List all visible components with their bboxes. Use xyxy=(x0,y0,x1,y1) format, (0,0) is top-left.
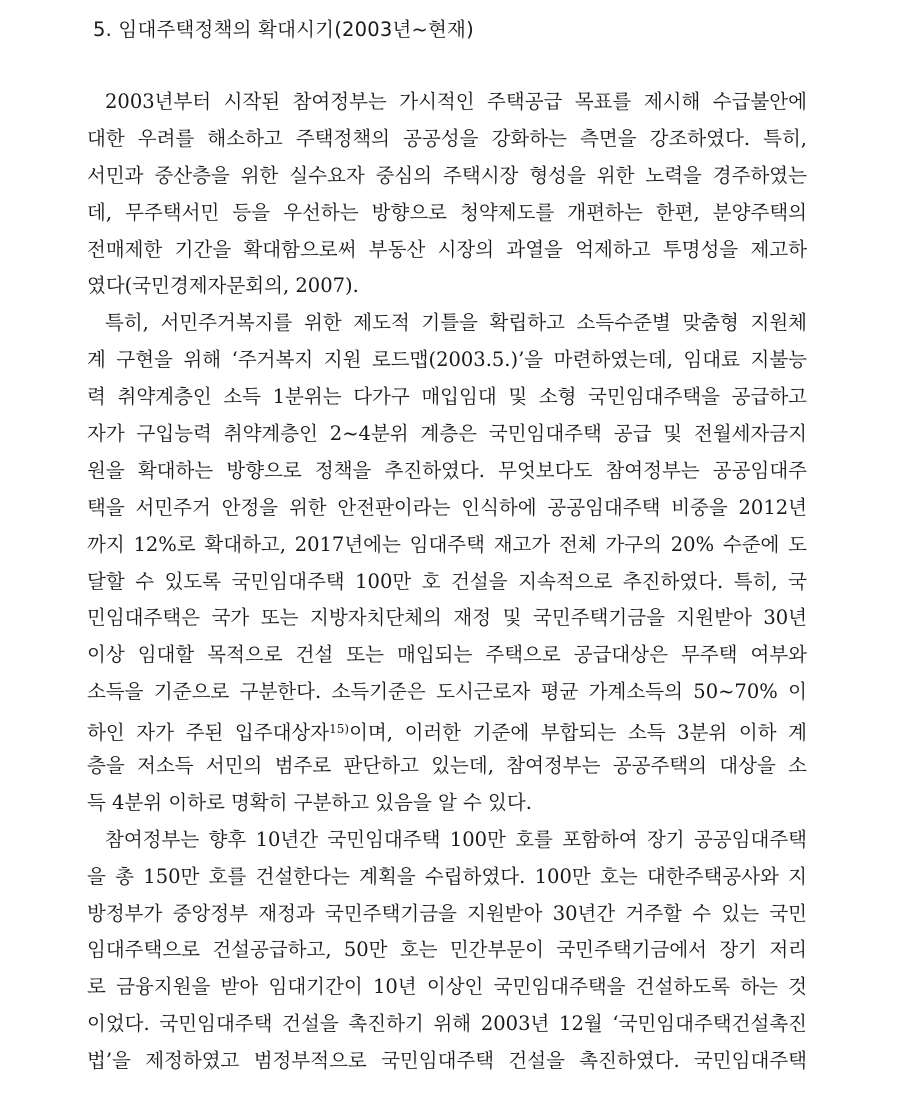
footnote-marker[interactable]: 15) xyxy=(329,722,350,737)
text-line: 2003년부터 시작된 참여정부는 가시적인 주택공급 목표를 제시해 수급불안에 xyxy=(105,90,807,113)
section-heading: 5. 임대주택정책의 확대시기(2003년~현재) xyxy=(93,18,474,41)
text-line: 력 취약계층인 소득 1분위는 다가구 매입임대 및 소형 국민임대주택을 공급하고 xyxy=(87,385,807,409)
body-text xyxy=(87,84,807,1080)
text-line: 대한 우려를 해소하고 주택정책의 공공성을 강화하는 측면을 강조하였다. 특히, xyxy=(87,126,807,150)
text-line: 달할 수 있도록 국민임대주택 100만 호 건설을 지속적으로 추진하였다. 특히, 국 xyxy=(87,569,807,593)
text-line: 법’을 제정하였고 범정부적으로 국민임대주택 건설을 촉진하였다. 국민임대주택 xyxy=(87,1049,807,1073)
text-line: 서민과 중산층을 위한 실수요자 중심의 주택시장 형성을 위한 노력을 경주하였는 xyxy=(87,163,807,187)
text-line: 원을 확대하는 방향으로 정책을 추진하였다. 무엇보다도 참여정부는 공공임대주 xyxy=(87,458,807,482)
footnote-line-before: 하인 자가 주된 입주대상자 xyxy=(87,721,330,745)
text-line: 특히, 서민주거복지를 위한 제도적 기틀을 확립하고 소득수준별 맞춤형 지원체 xyxy=(105,311,807,335)
text-line: 방정부가 중앙정부 재정과 국민주택기금을 지원받아 30년간 거주할 수 있는 국민 xyxy=(87,901,807,925)
text-line: 로 금융지원을 받아 임대기간이 10년 이상인 국민임대주택을 건설하도록 하는 것 xyxy=(87,975,807,999)
text-line: 였다(국민경제자문회의, 2007). xyxy=(87,274,359,298)
text-line: 데, 무주택서민 등을 우선하는 방향으로 청약제도를 개편하는 한편, 분양주택의 xyxy=(87,200,807,224)
text-line: 계 구현을 위해 ‘주거복지 지원 로드맵(2003.5.)’을 마련하였는데, 임대료 지불능 xyxy=(87,348,807,372)
text-line: 전매제한 기간을 확대함으로써 부동산 시장의 과열을 억제하고 투명성을 제고하 xyxy=(87,237,807,261)
footnote-line-after: 이며, 이러한 기준에 부합되는 소득 3분위 이하 계 xyxy=(349,721,807,745)
text-line: 민임대주택은 국가 또는 지방자치단체의 재정 및 국민주택기금을 지원받아 30년 xyxy=(87,606,807,630)
text-line: 자가 구입능력 취약계층인 2~4분위 계층은 국민임대주택 공급 및 전월세자금지 xyxy=(87,422,807,446)
text-line: 택을 서민주거 안정을 위한 안전판이라는 인식하에 공공임대주택 비중을 2012년 xyxy=(87,495,807,519)
text-line: 참여정부는 향후 10년간 국민임대주택 100만 호를 포함하여 장기 공공임대주택 xyxy=(105,827,807,851)
text-line: 소득을 기준으로 구분한다. 소득기준은 도시근로자 평균 가계소득의 50~70% 이 xyxy=(87,680,807,704)
text-line: 까지 12%로 확대하고, 2017년에는 임대주택 재고가 전체 가구의 20% 수준에 도 xyxy=(87,532,807,556)
text-line: 층을 저소득 서민의 범주로 판단하고 있는데, 참여정부는 공공주택의 대상을 소 xyxy=(87,754,807,778)
paragraph-2 xyxy=(87,305,807,821)
paragraph-1 xyxy=(87,84,807,305)
text-line: 임대주택으로 건설공급하고, 50만 호는 민간부문이 국민주택기금에서 장기 저리 xyxy=(87,938,807,962)
text-line: 이상 임대할 목적으로 건설 또는 매입되는 주택으로 공급대상은 무주택 여부와 xyxy=(87,643,807,667)
text-line: 을 총 150만 호를 건설한다는 계획을 수립하였다. 100만 호는 대한주택공사와 지 xyxy=(87,864,807,888)
text-line: 이었다. 국민임대주택 건설을 촉진하기 위해 2003년 12월 ‘국민임대주택건설촉진 xyxy=(87,1012,807,1036)
text-line: 득 4분위 이하로 명확히 구분하고 있음을 알 수 있다. xyxy=(87,790,532,814)
footnote-text-line xyxy=(87,711,807,748)
paragraph-3 xyxy=(87,822,807,1080)
